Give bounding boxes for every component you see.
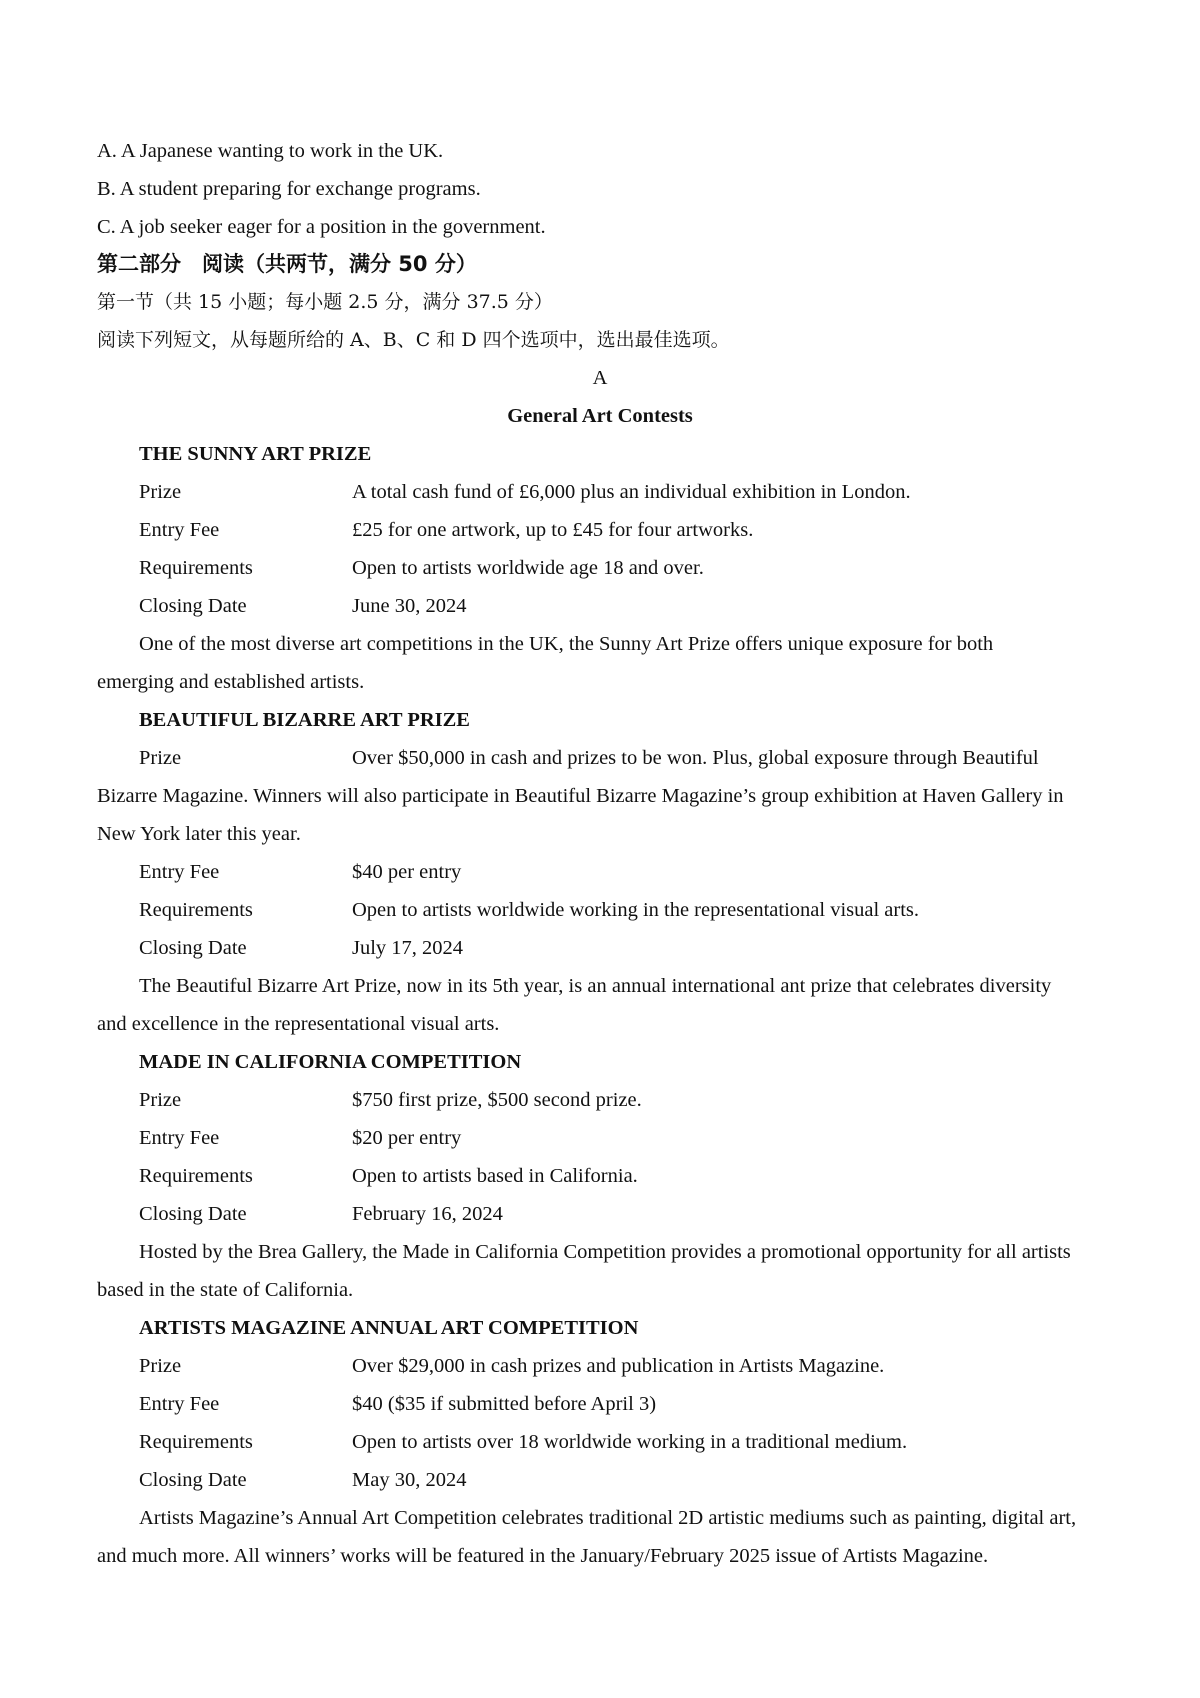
contest-description: Artists Magazine’s Annual Art Competition celebrates traditional 2D artistic mediums such as painting, digital art, [139, 1507, 1077, 1529]
prize-value-cont: Bizarre Magazine. Winners will also participate in Beautiful Bizarre Magazine’s group exhibition at Haven Gallery in [97, 785, 1064, 807]
prize-value-cont: New York later this year. [97, 823, 301, 845]
closing-date-value: June 30, 2024 [352, 595, 467, 617]
contest-title: ARTISTS MAGAZINE ANNUAL ART COMPETITION [139, 1317, 639, 1339]
closing-date-label: Closing Date [139, 937, 247, 959]
closing-date-label: Closing Date [139, 1203, 247, 1225]
option-a: A. A Japanese wanting to work in the UK. [97, 140, 444, 162]
contest-description-cont: and excellence in the representational visual arts. [97, 1013, 500, 1035]
contest-title: MADE IN CALIFORNIA COMPETITION [139, 1051, 522, 1073]
option-b: B. A student preparing for exchange programs. [97, 178, 481, 200]
contest-description: One of the most diverse art competitions in the UK, the Sunny Art Prize offers unique exposure for both [139, 633, 994, 655]
prize-value: A total cash fund of £6,000 plus an individual exhibition in London. [352, 481, 911, 503]
passage-letter: A [592, 367, 608, 389]
closing-date-label: Closing Date [139, 595, 247, 617]
closing-date-value: February 16, 2024 [352, 1203, 503, 1225]
passage-title: General Art Contests [507, 405, 693, 427]
entry-fee-value: $40 per entry [352, 861, 462, 883]
entry-fee-value: $20 per entry [352, 1127, 462, 1149]
contest-description: The Beautiful Bizarre Art Prize, now in its 5th year, is an annual international ant prize that celebrates diversity [139, 975, 1052, 997]
entry-fee-label: Entry Fee [139, 519, 220, 541]
contest-description-cont: and much more. All winners’ works will be featured in the January/February 2025 issue of Artists Magazine. [97, 1545, 989, 1567]
contest-title: THE SUNNY ART PRIZE [139, 443, 372, 465]
entry-fee-label: Entry Fee [139, 1127, 220, 1149]
contest-description: Hosted by the Brea Gallery, the Made in California Competition provides a promotional opportunity for all artists [139, 1241, 1071, 1263]
contest-description-cont: based in the state of California. [97, 1279, 354, 1301]
requirements-label: Requirements [139, 557, 253, 579]
entry-fee-label: Entry Fee [139, 861, 220, 883]
requirements-value: Open to artists based in California. [352, 1165, 638, 1187]
entry-fee-label: Entry Fee [139, 1393, 220, 1415]
requirements-label: Requirements [139, 1431, 253, 1453]
prize-value: $750 first prize, $500 second prize. [352, 1089, 642, 1111]
prize-label: Prize [139, 747, 182, 769]
closing-date-value: May 30, 2024 [352, 1469, 467, 1491]
contest-title: BEAUTIFUL BIZARRE ART PRIZE [139, 709, 470, 731]
requirements-label: Requirements [139, 899, 253, 921]
section-subtitle: 第一节（共 15 小题；每小题 2.5 分，满分 37.5 分） [97, 291, 553, 313]
prize-value: Over $29,000 in cash prizes and publication in Artists Magazine. [352, 1355, 885, 1377]
requirements-value: Open to artists worldwide age 18 and over. [352, 557, 704, 579]
prize-label: Prize [139, 1089, 182, 1111]
prize-value: Over $50,000 in cash and prizes to be won. Plus, global exposure through Beautiful [352, 747, 1039, 769]
contest-description-cont: emerging and established artists. [97, 671, 365, 693]
section-instruction: 阅读下列短文，从每题所给的 A、B、C 和 D 四个选项中，选出最佳选项。 [97, 329, 730, 351]
entry-fee-value: $40 ($35 if submitted before April 3) [352, 1393, 657, 1415]
entry-fee-value: £25 for one artwork, up to £45 for four artworks. [352, 519, 754, 541]
requirements-label: Requirements [139, 1165, 253, 1187]
closing-date-value: July 17, 2024 [352, 937, 464, 959]
requirements-value: Open to artists worldwide working in the representational visual arts. [352, 899, 920, 921]
closing-date-label: Closing Date [139, 1469, 247, 1491]
option-c: C. A job seeker eager for a position in the government. [97, 216, 546, 238]
prize-label: Prize [139, 481, 182, 503]
section-title: 第二部分 阅读（共两节，满分 50 分） [97, 252, 477, 276]
prize-label: Prize [139, 1355, 182, 1377]
requirements-value: Open to artists over 18 worldwide working in a traditional medium. [352, 1431, 908, 1453]
